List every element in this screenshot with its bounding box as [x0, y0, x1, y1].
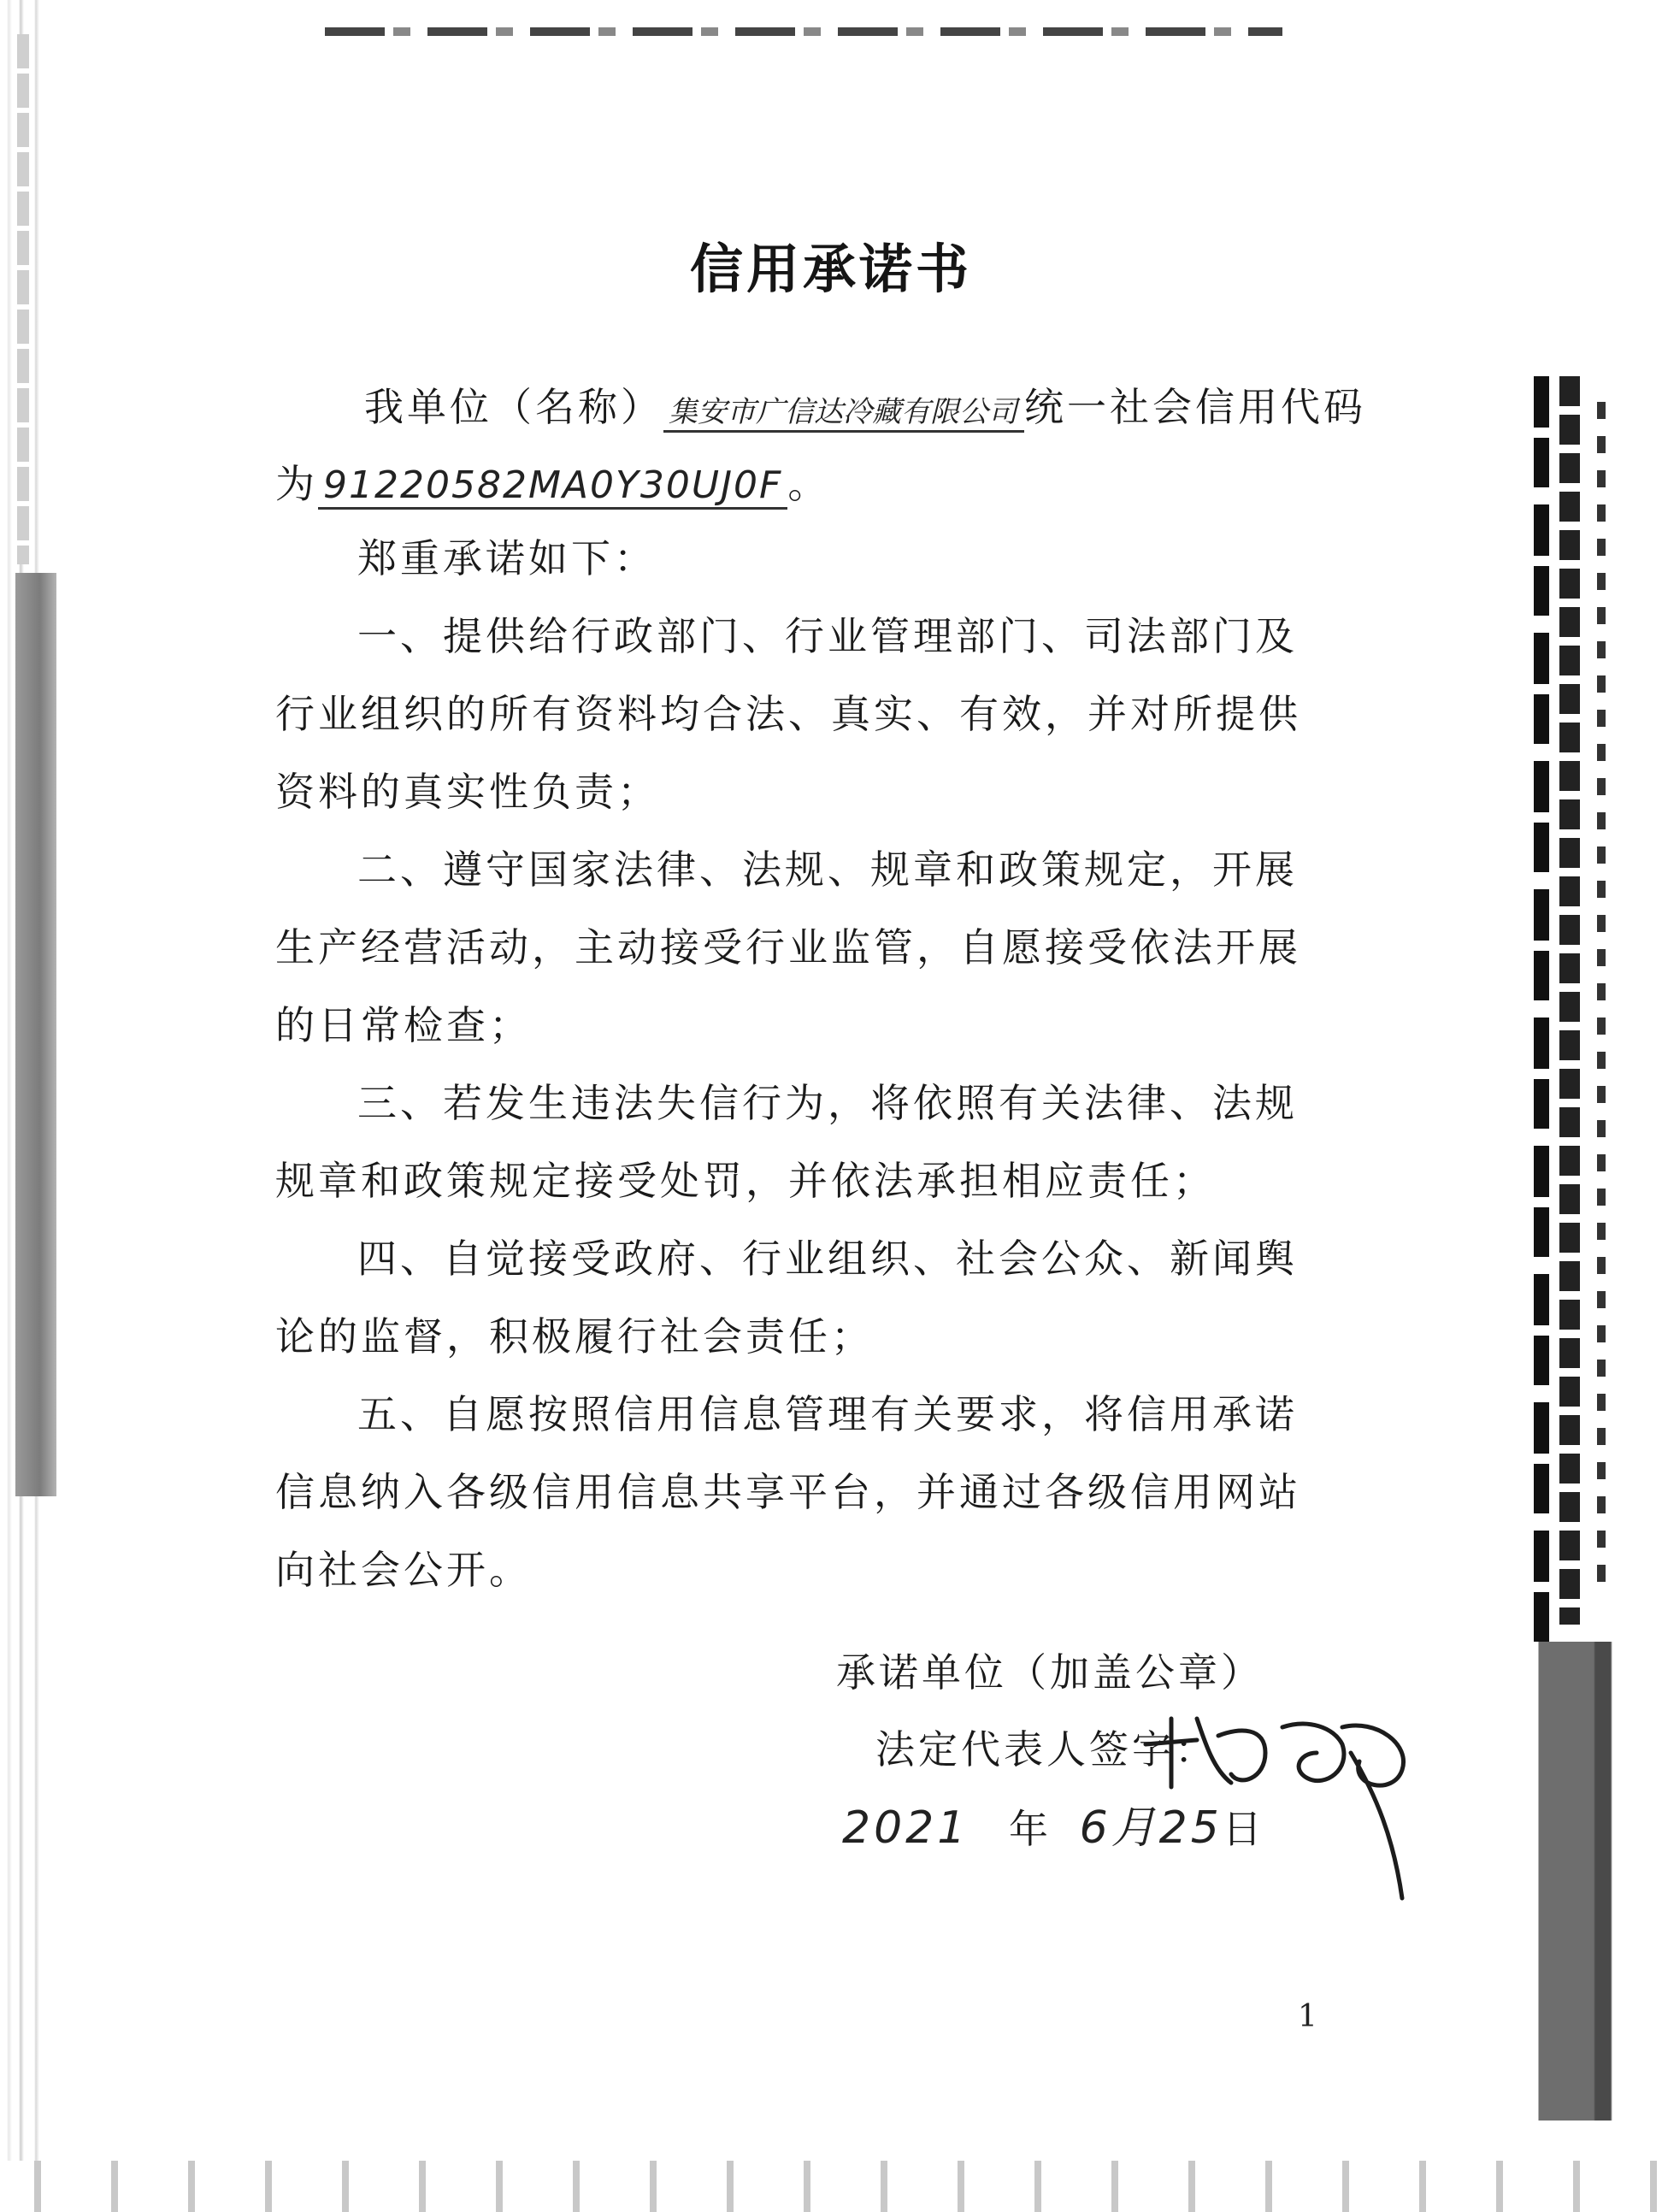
scan-strip	[1559, 376, 1580, 1625]
promise-item-4: 四、自觉接受政府、行业组织、社会公众、新闻舆论的监督，积极履行社会责任；	[275, 1236, 1298, 1360]
promise-item-3: 三、若发生违法失信行为，将依照有关法律、法规规章和政策规定接受处罚，并依法承担相应责任；	[275, 1080, 1298, 1204]
date-year-unit: 年	[1008, 1806, 1052, 1852]
promise-item-2: 二、遵守国家法律、法规、规章和政策规定，开展生产经营活动，主动接受行业监管，自愿接受依法开展的日常检查；	[275, 846, 1301, 1048]
date-month-day-handwritten: 6月25	[1079, 1802, 1223, 1854]
document-title: 信用承诺书	[689, 238, 972, 300]
promise-intro: 郑重承诺如下：	[357, 535, 657, 581]
scan-edge-bottom	[0, 2161, 1662, 2212]
scan-edge-right	[1534, 376, 1662, 2212]
promise-item-5: 五、自愿按照信用信息管理有关要求，将信用承诺信息纳入各级信用信息共享平台，并通过各级信用网站向社会公开。	[275, 1391, 1301, 1593]
promise-body	[275, 520, 1327, 1609]
intro-middle: 统一社会信用代码	[1024, 384, 1366, 430]
intro-prefix: 我单位（名称）	[364, 384, 663, 430]
scan-strip	[1534, 376, 1549, 1659]
legal-rep-label: 法定代表人签字：	[875, 1726, 1217, 1773]
commitment-unit-label: 承诺单位（加盖公章）	[836, 1649, 1264, 1696]
promise-item-1: 一、提供给行政部门、行业管理部门、司法部门及行业组织的所有资料均合法、真实、有效，并对所提供资料的真实性负责；	[275, 613, 1301, 815]
intro-line-2	[275, 453, 830, 510]
intro-line-1	[364, 376, 1366, 433]
scan-shadow-block	[1534, 1642, 1662, 2121]
sign-date	[842, 1791, 1265, 1855]
date-year-handwritten: 2021	[842, 1802, 970, 1854]
credit-code-handwritten: 91220582MA0Y30UJ0F	[318, 463, 787, 510]
scan-strip	[1597, 402, 1606, 1599]
code-suffix: 。	[787, 461, 831, 507]
company-name-handwritten: 集安市广信达冷藏有限公司	[663, 388, 1024, 433]
scan-edge-top	[325, 27, 1282, 36]
date-day-unit: 日	[1222, 1806, 1265, 1852]
scan-edge-left-bar	[15, 573, 56, 1496]
page-number: 1	[1298, 1999, 1317, 2034]
code-prefix: 为	[275, 461, 318, 507]
